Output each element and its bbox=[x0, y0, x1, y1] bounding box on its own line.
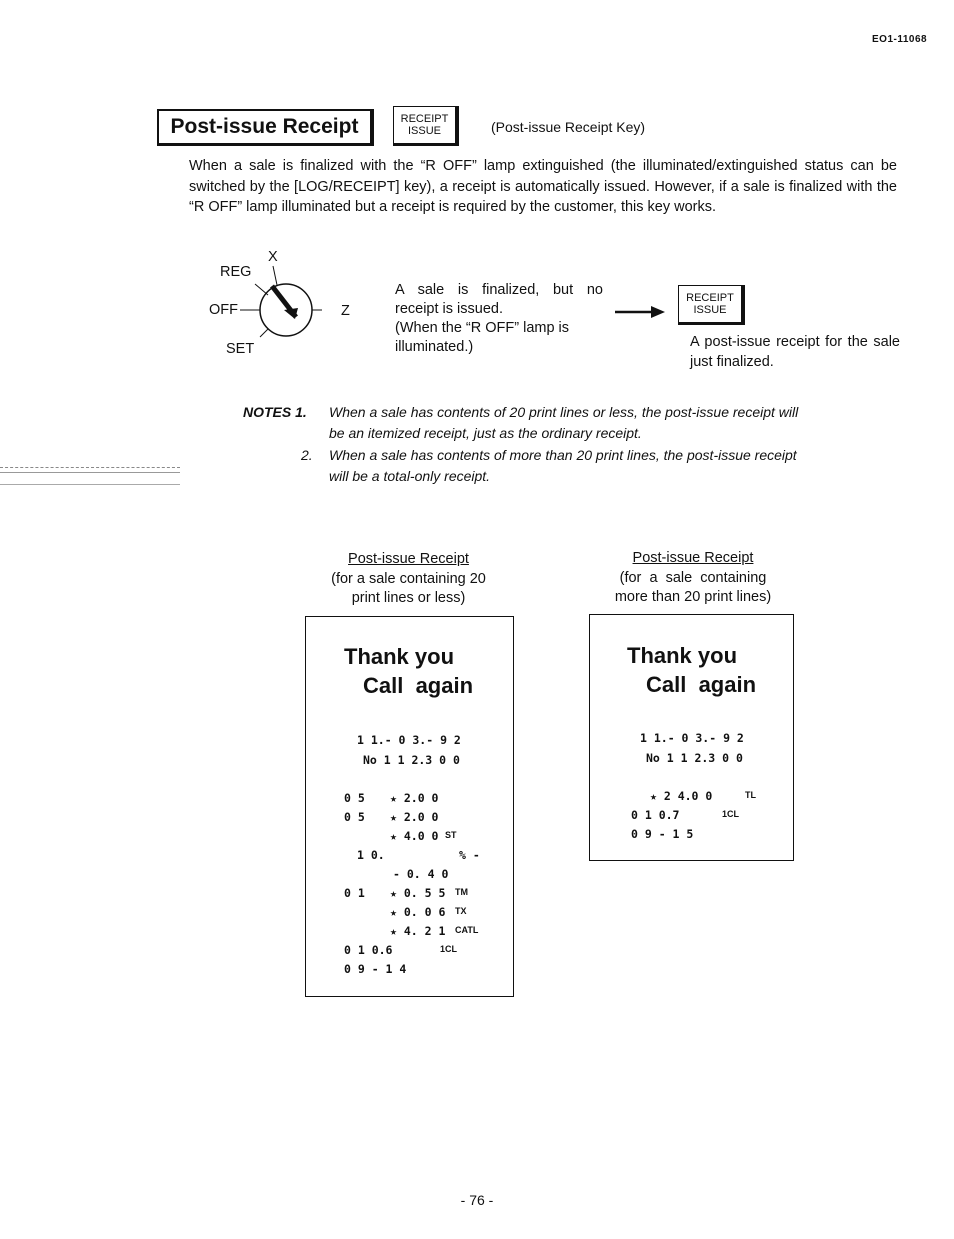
thank-you-text: Thank you bbox=[344, 644, 455, 669]
key-caption: (Post-issue Receipt Key) bbox=[491, 119, 646, 135]
receipt-number: No 1 1 2.3 0 0 bbox=[363, 753, 460, 767]
receipt-consecutive-number: 0 1 0.6 bbox=[344, 943, 393, 957]
page-number: - 76 - bbox=[460, 1192, 494, 1208]
arrow-right-icon bbox=[615, 305, 667, 319]
right-receipt-subtitle-2: more than 20 print lines) bbox=[614, 589, 772, 605]
left-receipt-subtitle-2: print lines or less) bbox=[351, 590, 466, 606]
subtotal-tag: ST bbox=[445, 830, 457, 840]
section-title-box bbox=[157, 109, 374, 146]
receipt-subtotal-amount: ★ 4.0 0 bbox=[390, 829, 439, 843]
right-receipt-subtitle-1: (for a sale containing bbox=[619, 569, 767, 586]
condition-line-2: receipt is issued. bbox=[395, 301, 503, 317]
mode-off-label: OFF bbox=[209, 302, 238, 318]
total-tag: TL bbox=[745, 790, 756, 800]
mode-set-label: SET bbox=[226, 341, 255, 357]
thank-you-text: Thank you bbox=[627, 643, 738, 668]
receipt-total-amount: ★ 2 4.0 0 bbox=[650, 789, 713, 803]
cash-total-tag: CATL bbox=[455, 925, 479, 935]
right-receipt bbox=[589, 614, 794, 861]
notes-label: NOTES 1. bbox=[243, 404, 307, 420]
right-receipt-caption bbox=[588, 549, 798, 608]
condition-text bbox=[395, 281, 603, 357]
mode-reg-label: REG bbox=[220, 264, 252, 280]
key-label-line1: RECEIPT bbox=[400, 113, 449, 125]
scan-artifact bbox=[0, 467, 180, 468]
scan-artifact bbox=[0, 484, 180, 485]
mode-z-label: Z bbox=[341, 303, 350, 319]
receipt-line-1-amount: ★ 2.0 0 bbox=[390, 791, 439, 805]
document-id: EO1-11068 bbox=[872, 34, 928, 45]
receipt-line-1-qty: 0 5 bbox=[344, 791, 365, 805]
left-receipt-subtitle-1: (for a sale containing 20 bbox=[331, 570, 486, 587]
clerk-tag: 1CL bbox=[440, 944, 458, 954]
dial-set-tick bbox=[260, 329, 268, 337]
taxable-tag: TM bbox=[455, 887, 468, 897]
key-label-line2: ISSUE bbox=[407, 125, 441, 137]
dial-x-tick bbox=[273, 266, 277, 285]
note-1-line-1: When a sale has contents of 20 print lines or less, the post-issue receipt will bbox=[329, 404, 799, 420]
receipt-line-2-amount: ★ 2.0 0 bbox=[390, 810, 439, 824]
receipt-issue-key-diagram bbox=[678, 285, 745, 325]
clerk-tag: 1CL bbox=[722, 809, 740, 819]
key-label-line1: RECEIPT bbox=[686, 292, 734, 304]
mode-dial-diagram bbox=[240, 262, 340, 362]
scan-artifact bbox=[0, 472, 180, 473]
condition-line-3: (When the “R OFF” lamp is bbox=[395, 320, 570, 336]
section-title: Post-issue Receipt bbox=[170, 115, 359, 138]
receipt-issue-key bbox=[393, 106, 459, 146]
receipt-discount-rate: 1 0. bbox=[357, 848, 385, 862]
receipt-cash-total: ★ 4. 2 1 bbox=[390, 924, 446, 938]
left-receipt-caption bbox=[301, 550, 516, 609]
note-2-line-1: When a sale has contents of more than 20 print lines, the post-issue receipt bbox=[329, 447, 797, 463]
dial-pointer-tip bbox=[284, 308, 298, 319]
receipt-consecutive-number: 0 1 0.7 bbox=[631, 808, 680, 822]
call-again-text: Call again bbox=[363, 673, 474, 698]
right-receipt-title: Post-issue Receipt bbox=[632, 550, 754, 566]
mode-x-label: X bbox=[268, 249, 278, 265]
receipt-time: 0 9 - 1 4 bbox=[344, 962, 407, 976]
note-1-line-2: be an itemized receipt, just as the ordinary receipt. bbox=[329, 424, 642, 441]
call-again-text: Call again bbox=[646, 672, 757, 697]
condition-line-4: illuminated.) bbox=[395, 339, 474, 355]
receipt-tax-amount: ★ 0. 0 6 bbox=[390, 905, 446, 919]
result-text: A post-issue receipt for the sale just finalized. bbox=[690, 334, 900, 370]
intro-paragraph: When a sale is finalized with the “R OFF” lamp extinguished (the illuminated/extinguished status can be switched by the [LOG/RECEIPT] key), a receipt is automatically issued. However, if a sale is finalized with the “R OFF” lamp illuminated but a receipt is required by the customer, this key works. bbox=[189, 158, 897, 215]
receipt-date: 1 1.- 0 3.- 9 2 bbox=[640, 731, 744, 745]
key-label-line2: ISSUE bbox=[693, 304, 727, 316]
receipt-date: 1 1.- 0 3.- 9 2 bbox=[357, 733, 461, 747]
receipt-number: No 1 1 2.3 0 0 bbox=[646, 751, 743, 765]
note-2-number: 2. bbox=[301, 447, 313, 463]
note-2 bbox=[329, 445, 900, 486]
receipt-line-6-qty: 0 1 bbox=[344, 886, 365, 900]
discount-tag: % - bbox=[459, 848, 480, 862]
note-1 bbox=[329, 402, 900, 443]
left-receipt bbox=[305, 616, 514, 997]
receipt-time: 0 9 - 1 5 bbox=[631, 827, 694, 841]
tax-tag: TX bbox=[455, 906, 467, 916]
receipt-line-2-qty: 0 5 bbox=[344, 810, 365, 824]
note-2-line-2: will be a total-only receipt. bbox=[329, 467, 491, 484]
condition-line-1: A sale is finalized, but no bbox=[395, 282, 603, 298]
receipt-taxable-amount: ★ 0. 5 5 bbox=[390, 886, 446, 900]
dial-reg-tick bbox=[255, 284, 268, 295]
receipt-discount-amount: - 0. 4 0 bbox=[393, 867, 449, 881]
left-receipt-title: Post-issue Receipt bbox=[348, 551, 469, 567]
